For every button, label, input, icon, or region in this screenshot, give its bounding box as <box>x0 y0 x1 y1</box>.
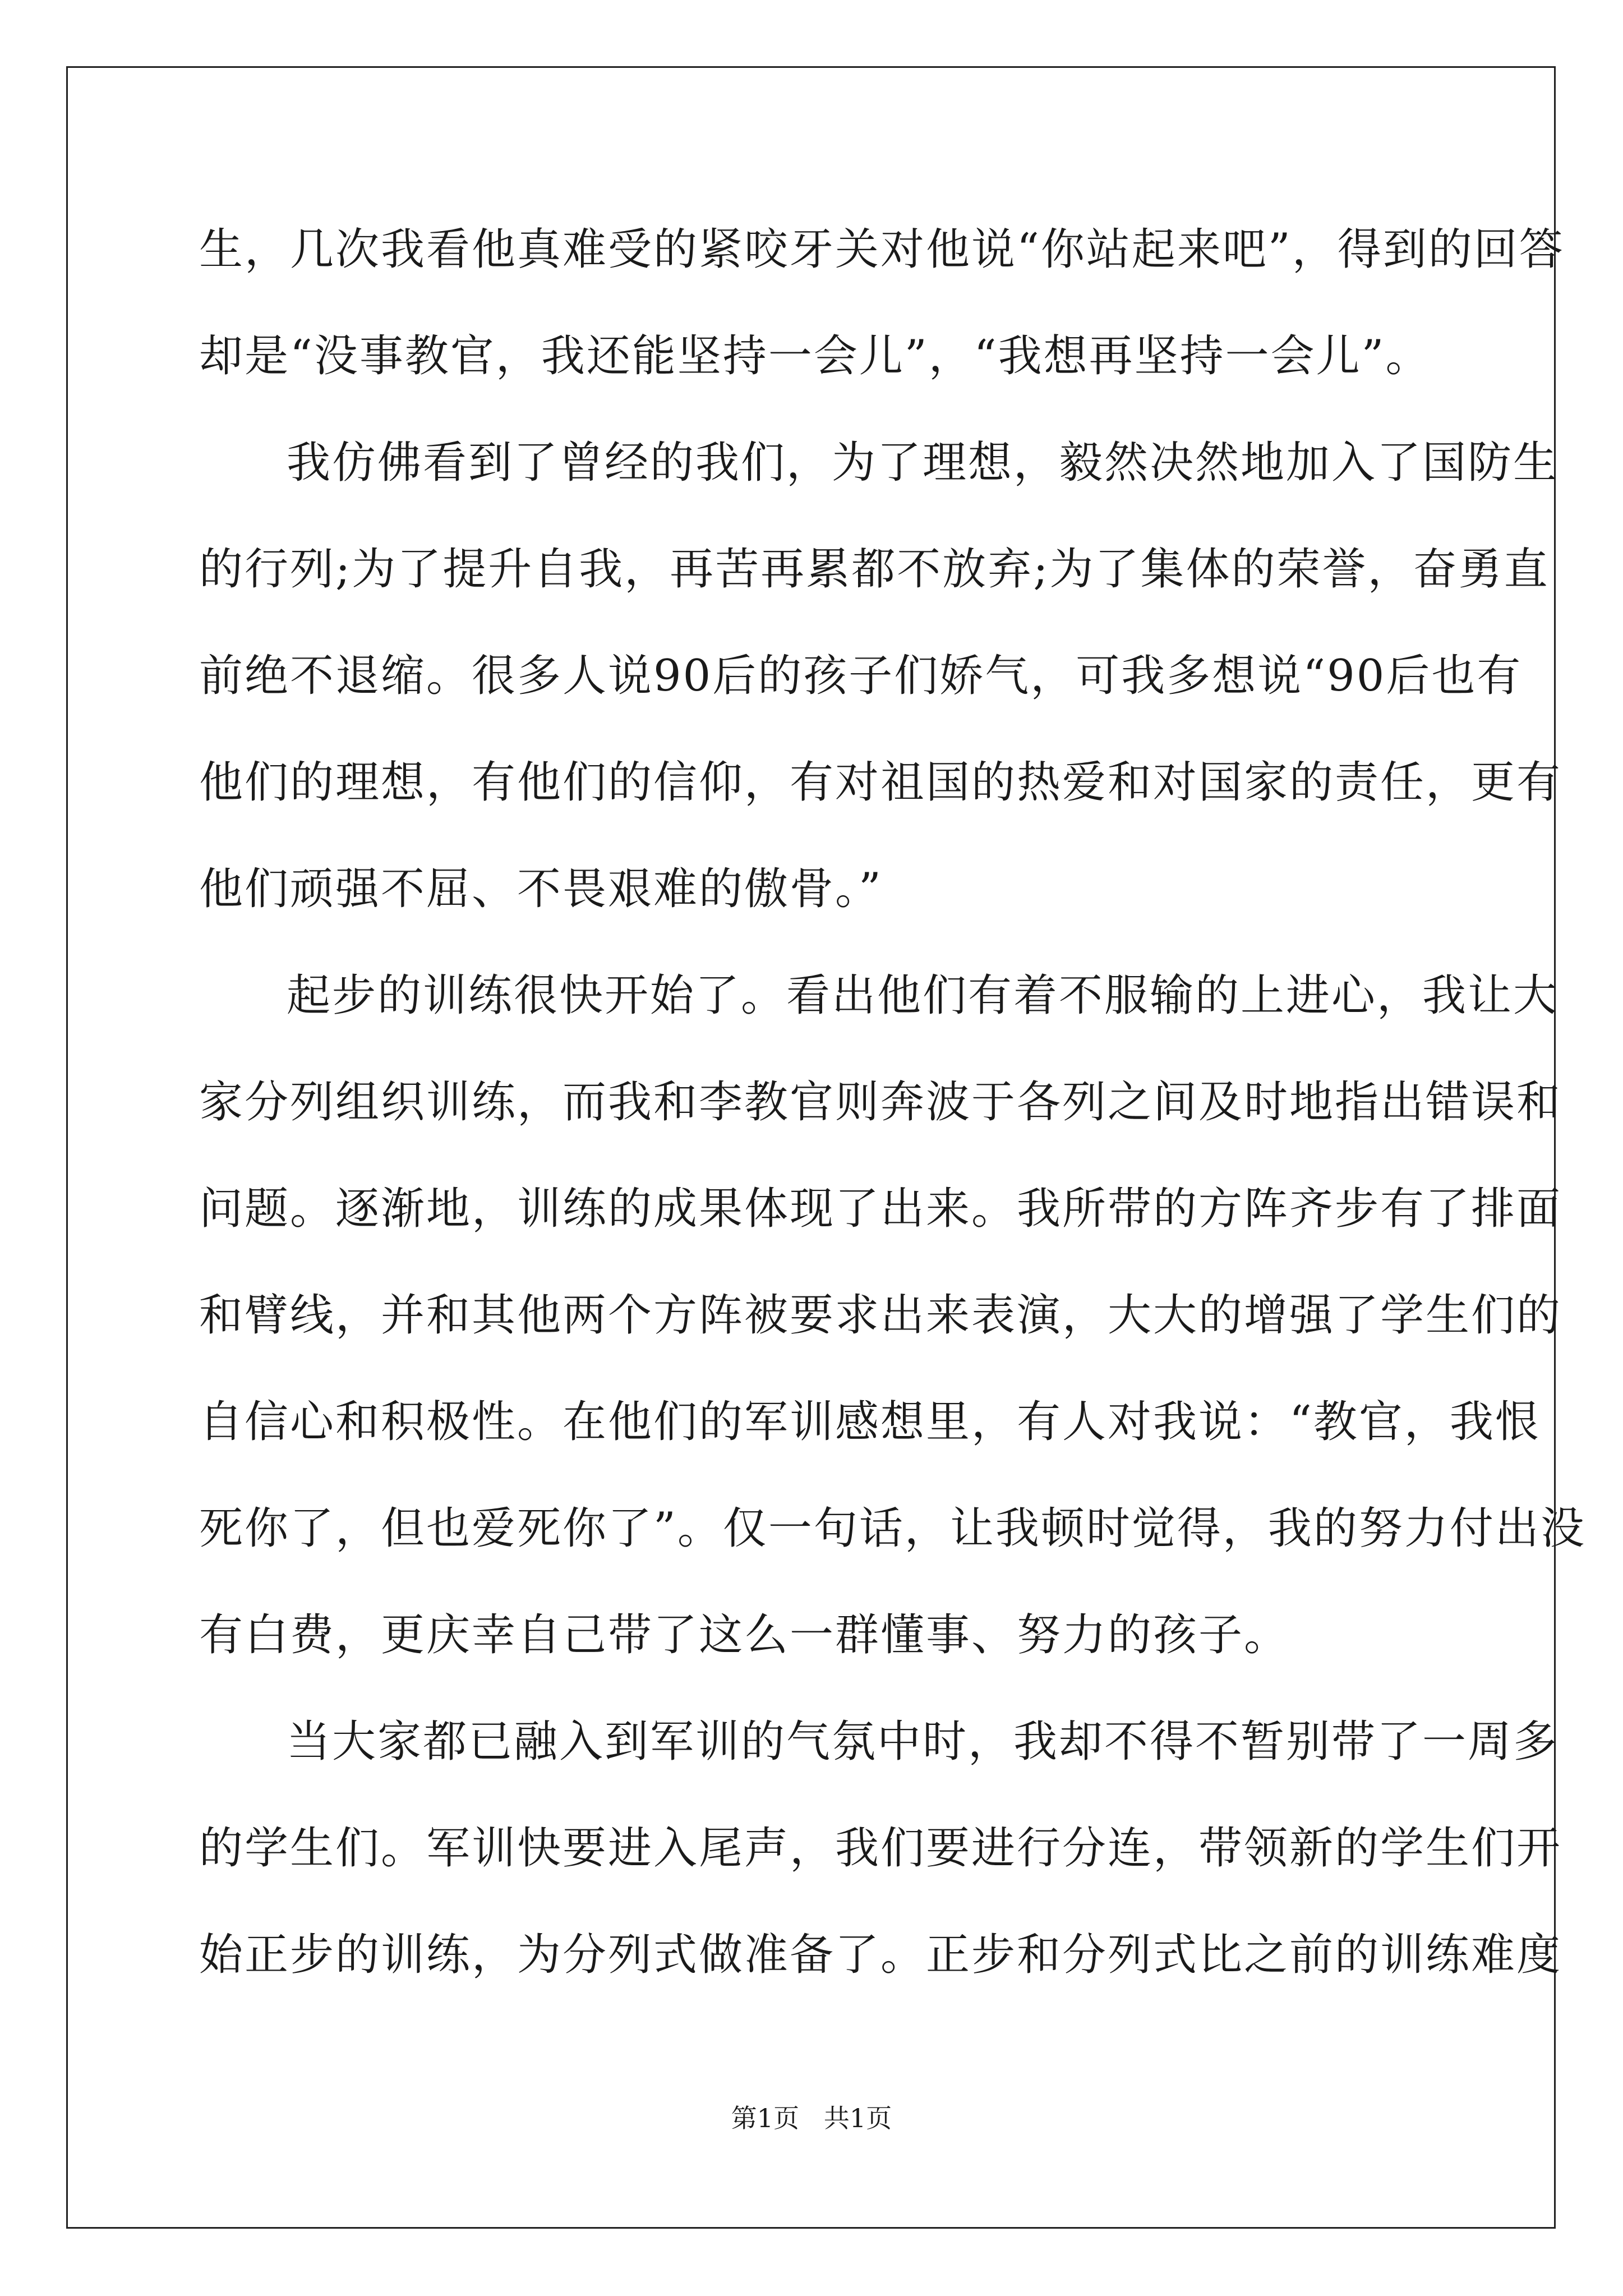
text-line: 死你了，但也爱死你了”。仅一句话，让我顿时觉得，我的努力付出没 <box>199 1503 1586 1554</box>
text-line: 生，几次我看他真难受的紧咬牙关对他说“你站起来吧”，得到的回答 <box>199 224 1565 275</box>
text-line: 他们的理想，有他们的信仰，有对祖国的热爱和对国家的责任，更有 <box>199 757 1562 808</box>
text-line: 家分列组织训练，而我和李教官则奔波于各列之间及时地指出错误和 <box>199 1077 1562 1128</box>
page-footer: 第1页 共1页 <box>731 2103 892 2133</box>
text-line: 的行列;为了提升自我，再苦再累都不放弃;为了集体的荣誉，奋勇直 <box>199 544 1550 595</box>
text-line: 自信心和积极性。在他们的军训感想里，有人对我说：“教官，我恨 <box>199 1397 1541 1447</box>
text-line: 有白费，更庆幸自己带了这么一群懂事、努力的孩子。 <box>199 1610 1290 1660</box>
text-line: 却是“没事教官，我还能坚持一会儿”，“我想再坚持一会儿”。 <box>199 331 1431 381</box>
text-line: 问题。逐渐地，训练的成果体现了出来。我所带的方阵齐步有了排面 <box>199 1184 1562 1234</box>
text-line: 前绝不退缩。很多人说90后的孩子们娇气，可我多想说“90后也有 <box>199 651 1523 701</box>
text-line: 和臂线，并和其他两个方阵被要求出来表演，大大的增强了学生们的 <box>199 1290 1562 1341</box>
paragraph-start-line: 当大家都已融入到军训的气氛中时，我却不得不暂别带了一周多 <box>287 1717 1559 1767</box>
paragraph-start-line: 我仿佛看到了曾经的我们，为了理想，毅然决然地加入了国防生 <box>287 438 1559 488</box>
paragraph-start-line: 起步的训练很快开始了。看出他们有着不服输的上进心，我让大 <box>287 970 1559 1021</box>
text-line: 的学生们。军训快要进入尾声，我们要进行分连，带领新的学生们开 <box>199 1823 1562 1874</box>
text-line: 他们顽强不屈、不畏艰难的傲骨。” <box>199 864 883 914</box>
text-line: 始正步的训练，为分列式做准备了。正步和分列式比之前的训练难度 <box>199 1930 1562 1980</box>
document-body <box>199 219 1586 2031</box>
